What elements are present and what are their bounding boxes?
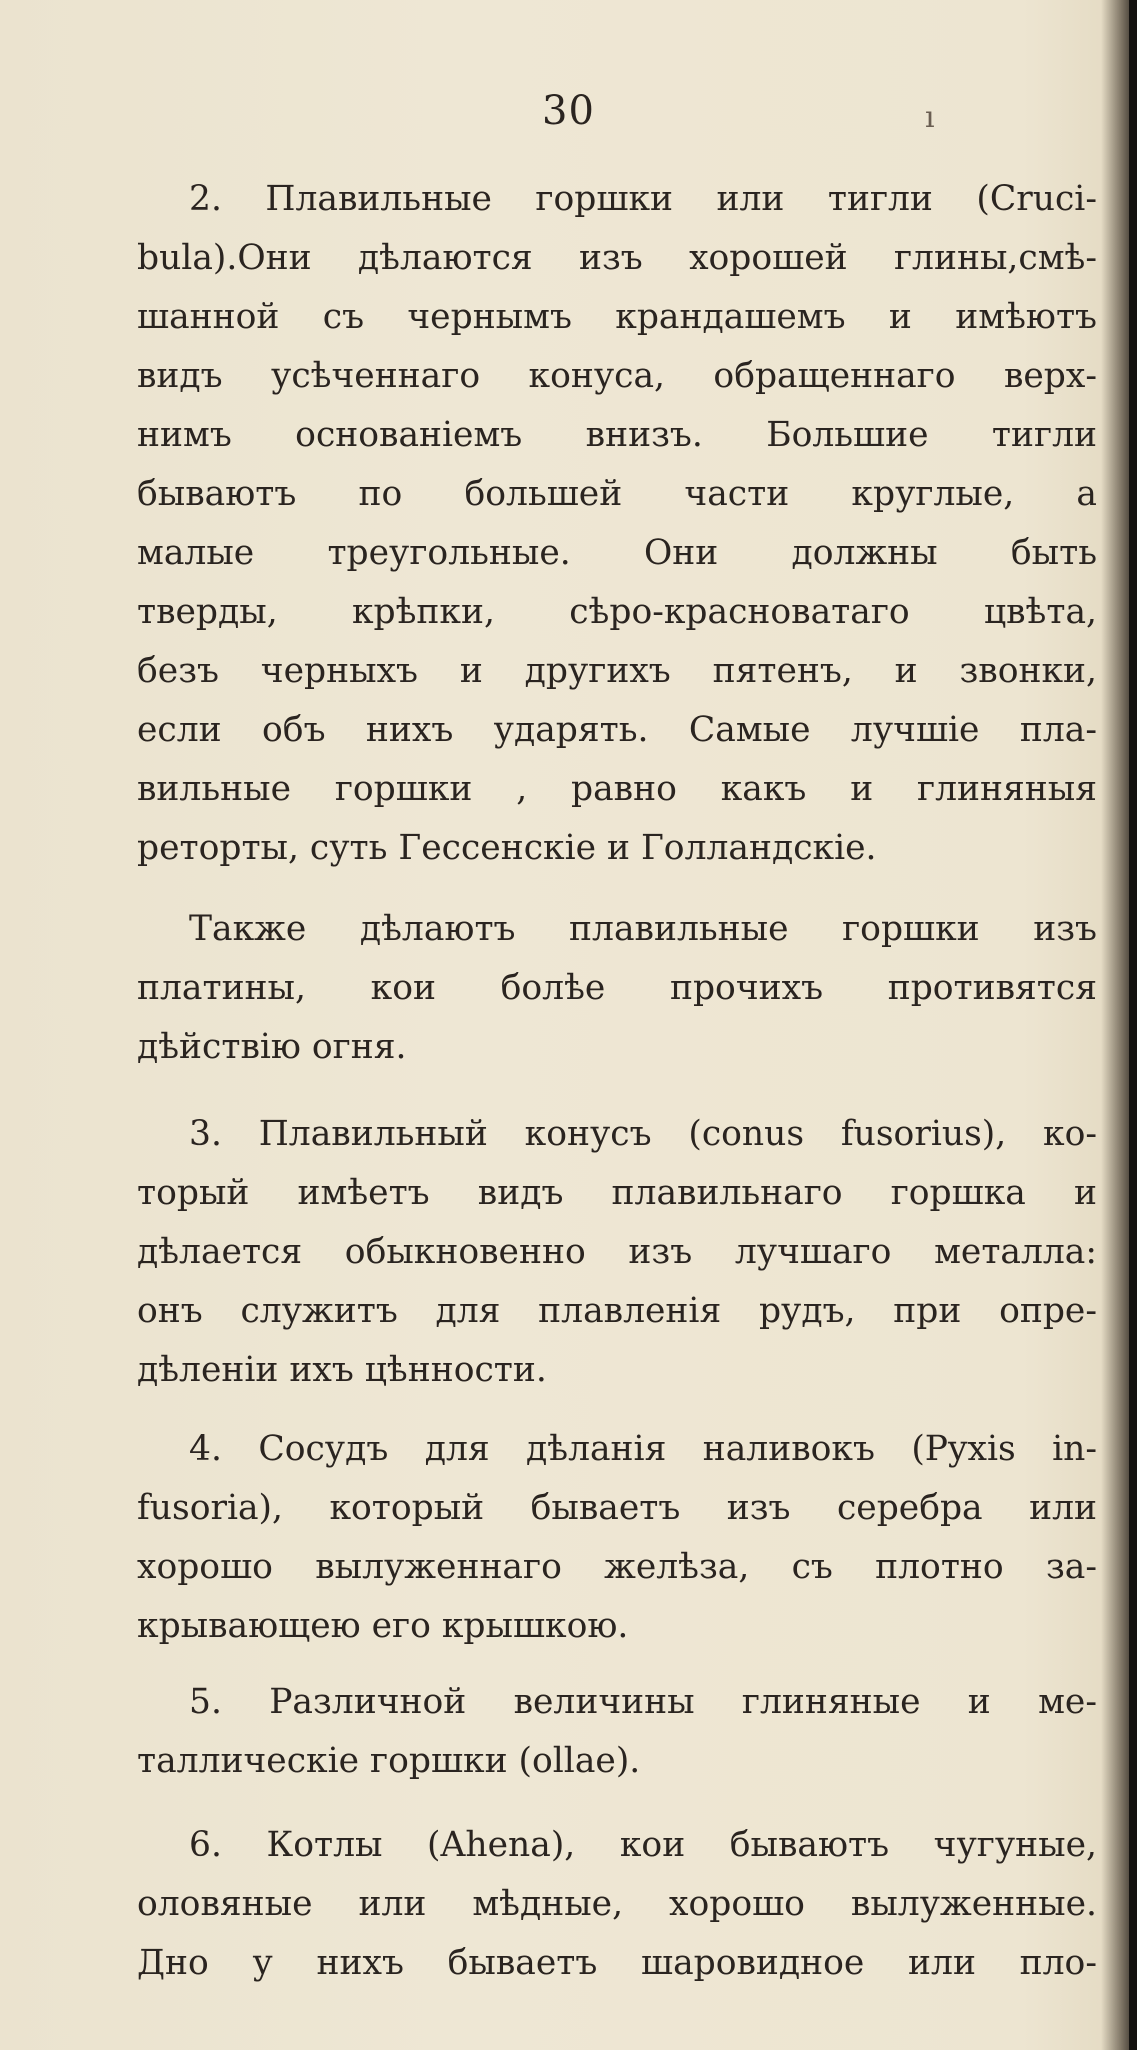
paragraph-item-6: [137, 1816, 1097, 1993]
text-line: оловяные или мѣдные, хорошо вылуженные.: [137, 1884, 1097, 1924]
text-line: малые треугольные. Они должны быть: [137, 533, 1097, 573]
binding-edge: [1129, 0, 1137, 2050]
text-line: таллическiе горшки (ollae).: [137, 1741, 641, 1781]
text-line: дѣйствiю огня.: [137, 1027, 407, 1067]
paragraph-platinum: [137, 900, 1097, 1077]
text-line: хорошо вылуженнаго желѣза, съ плотно за-: [137, 1547, 1097, 1587]
text-line: вильные горшки , равно какъ и глиняныя: [137, 769, 1097, 809]
text-line: если объ нихъ ударять. Самые лучшiе пла-: [137, 710, 1097, 750]
text-line: торый имѣетъ видъ плавильнаго горшка и: [137, 1173, 1097, 1213]
text-line: крывающею его крышкою.: [137, 1606, 629, 1646]
text-line: тверды, крѣпки, сѣро-красноватаго цвѣта,: [137, 592, 1097, 632]
paragraph-item-3: [137, 1105, 1097, 1400]
page-number: 30: [542, 88, 595, 134]
text-line: онъ служитъ для плавленiя рудъ, при опре-: [137, 1291, 1097, 1331]
paragraph-item-4: [137, 1420, 1097, 1656]
text-line: платины, кои болѣе прочихъ противятся: [137, 968, 1097, 1008]
text-line: шанной съ чернымъ крандашемъ и имѣютъ: [137, 297, 1097, 337]
text-line: дѣленiи ихъ цѣнности.: [137, 1350, 547, 1390]
text-line: 3. Плавильный конусъ (conus fusorius), ко-: [189, 1114, 1097, 1154]
text-line: реторты, суть Гессенскiе и Голландскiе.: [137, 828, 877, 868]
text-line: 4. Сосудъ для дѣланiя наливокъ (Pyxis in-: [189, 1429, 1097, 1469]
text-line: bula).Они дѣлаются изъ хорошей глины,смѣ-: [137, 238, 1097, 278]
paragraph-item-2: [137, 170, 1097, 878]
text-line: 6. Котлы (Ahena), кои бываютъ чугуные,: [189, 1825, 1097, 1865]
text-line: 2. Плавильные горшки или тигли (Cruci-: [189, 179, 1097, 219]
text-line: Также дѣлаютъ плавильные горшки изъ: [189, 909, 1097, 949]
text-line: дѣлается обыкновенно изъ лучшаго металла:: [137, 1232, 1097, 1272]
paragraph-item-5: [137, 1673, 1097, 1791]
text-line: нимъ основанiемъ внизъ. Большие тигли: [137, 415, 1097, 455]
margin-mark: ı: [925, 100, 935, 135]
text-line: безъ черныхъ и другихъ пятенъ, и звонки,: [137, 651, 1097, 691]
text-line: видъ усѣченнаго конуса, обращеннаго верх-: [137, 356, 1097, 396]
text-line: fusoria), который бываетъ изъ серебра или: [137, 1488, 1097, 1528]
text-line: бываютъ по большей части круглые, а: [137, 474, 1097, 514]
text-line: 5. Различной величины глиняные и ме-: [189, 1682, 1097, 1722]
text-line: Дно у нихъ бываетъ шаровидное или пло-: [137, 1943, 1097, 1983]
